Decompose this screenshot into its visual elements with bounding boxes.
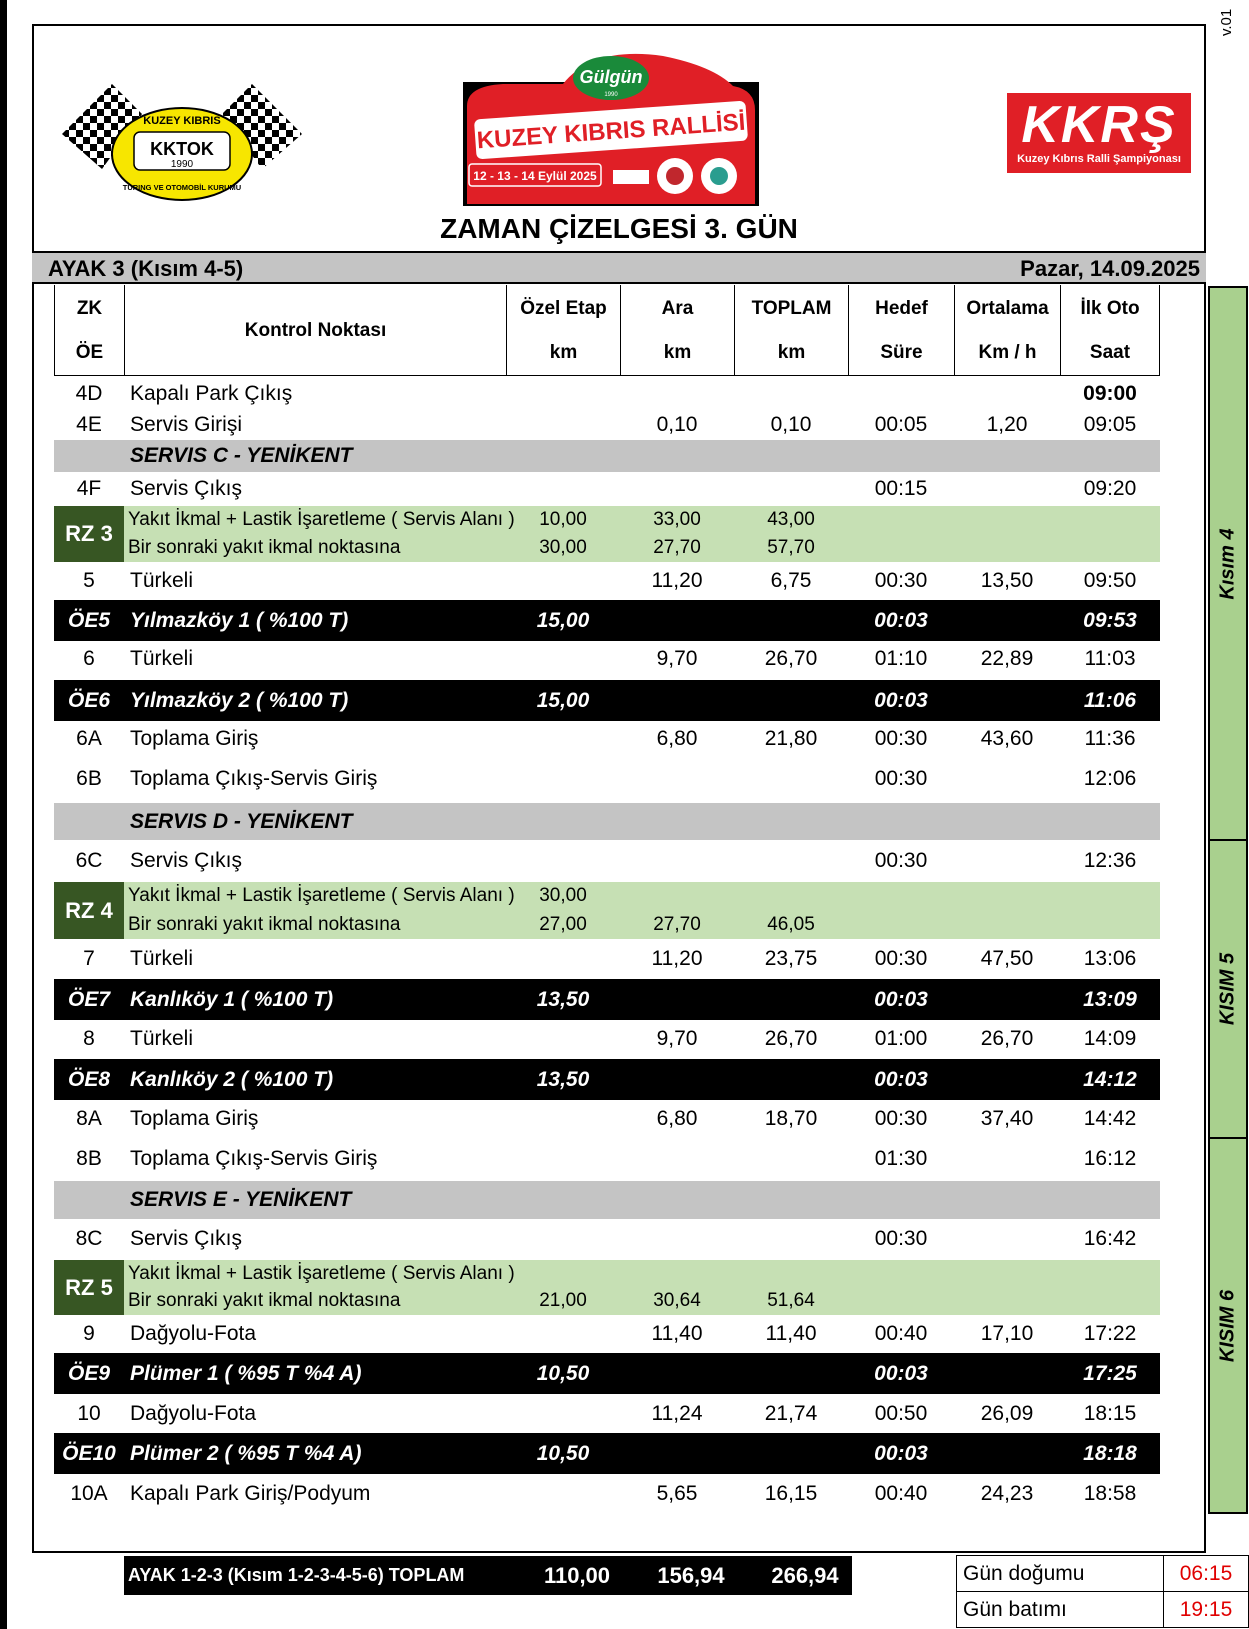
table-row — [54, 724, 1160, 754]
sunset-box — [956, 1591, 1249, 1628]
row-ortalama: 24,23 — [980, 1482, 1034, 1505]
totals-label: AYAK 1-2-3 (Kısım 1-2-3-4-5-6) TOPLAM — [128, 1565, 465, 1585]
refuel-line-toplam: 46,05 — [767, 914, 815, 935]
row-zk: 4D — [75, 382, 103, 405]
stage-hedef: 00:03 — [874, 608, 928, 632]
stage-hedef: 00:03 — [874, 688, 928, 712]
header-ozel-line1: Özel Etap — [520, 298, 607, 319]
refuel-line-toplam: 43,00 — [767, 509, 815, 530]
table-row — [54, 379, 1160, 409]
row-toplam: 18,70 — [764, 1107, 818, 1130]
special-stage-row — [54, 1059, 1160, 1100]
kktok-top-text: KUZEY KIBRIS — [143, 115, 221, 127]
header-ara — [620, 285, 734, 376]
row-toplam: 16,15 — [764, 1482, 818, 1505]
section-kisim-4-label: Kısım 4 — [1216, 527, 1239, 600]
section-kisim-5-label: KISIM 5 — [1216, 952, 1239, 1026]
refuel-line-name: Yakıt İkmal + Lastik İşaretleme ( Servis Alanı ) — [128, 885, 515, 906]
header-ortalama-line2: Km / h — [978, 342, 1037, 363]
leg-header-bar — [32, 251, 1206, 284]
row-toplam: 23,75 — [764, 947, 818, 970]
header-zk-line2: ÖE — [75, 342, 104, 363]
row-zk: 6B — [76, 767, 102, 790]
table-row — [54, 1024, 1160, 1054]
row-ara: 6,80 — [656, 1107, 698, 1130]
refuel-zone-badge: RZ 4 — [54, 882, 124, 939]
refuel-zone-badge: RZ 5 — [54, 1260, 124, 1315]
leg-label: AYAK 3 (Kısım 4-5) — [48, 256, 244, 281]
row-toplam: 26,70 — [764, 647, 818, 670]
table-row — [54, 764, 1160, 794]
row-ortalama: 26,09 — [980, 1402, 1034, 1425]
header-zk-line1: ZK — [76, 298, 103, 319]
refuel-line-name: Bir sonraki yakıt ikmal noktasına — [128, 537, 401, 558]
row-name: Servis Çıkış — [130, 849, 243, 872]
row-ortalama: 37,40 — [980, 1107, 1034, 1130]
stage-hedef: 00:03 — [874, 1361, 928, 1385]
row-hedef: 00:15 — [874, 477, 928, 500]
table-row — [54, 1104, 1160, 1134]
table-row — [54, 410, 1160, 440]
row-toplam: 0,10 — [770, 413, 812, 436]
row-zk: 10A — [70, 1482, 108, 1505]
row-name: Toplama Çıkış-Servis Giriş — [130, 1147, 378, 1170]
row-ara: 5,65 — [656, 1482, 698, 1505]
row-name: Dağyolu-Fota — [130, 1402, 257, 1425]
stage-time: 17:25 — [1083, 1361, 1137, 1385]
row-toplam: 6,75 — [770, 569, 812, 592]
row-zk: 8C — [75, 1227, 103, 1250]
row-hedef: 01:10 — [874, 647, 928, 670]
row-zk: 5 — [83, 569, 95, 592]
stage-name: Yılmazköy 2 ( %100 T) — [130, 688, 349, 712]
header-ara-line2: km — [663, 342, 692, 363]
row-name: Türkeli — [130, 1027, 194, 1050]
row-name: Kapalı Park Giriş/Podyum — [130, 1482, 371, 1505]
kkrs-logo-text: KKRŞ — [1021, 96, 1177, 154]
stage-code: ÖE8 — [67, 1067, 111, 1091]
table-row — [54, 846, 1160, 876]
service-row — [54, 1181, 1160, 1219]
header-ilk-line2: Saat — [1089, 342, 1131, 363]
refuel-line-ozel: 27,00 — [539, 914, 587, 935]
row-zk: 7 — [83, 947, 95, 970]
sunrise-label: Gün doğumu — [963, 1561, 1085, 1585]
row-ortalama: 26,70 — [980, 1027, 1034, 1050]
row-hedef: 00:30 — [874, 569, 928, 592]
version-label: v.01 — [1218, 8, 1235, 36]
row-ortalama: 43,60 — [980, 727, 1034, 750]
row-zk: 6A — [76, 727, 102, 750]
row-toplam: 21,80 — [764, 727, 818, 750]
header-name-text: Kontrol Noktası — [244, 320, 387, 341]
row-time: 16:42 — [1083, 1227, 1137, 1250]
row-ortalama: 22,89 — [980, 647, 1034, 670]
row-zk: 8A — [76, 1107, 102, 1130]
stage-name: Yılmazköy 1 ( %100 T) — [130, 608, 349, 632]
refuel-line-ara: 27,70 — [653, 537, 701, 558]
table-row — [54, 1319, 1160, 1349]
row-ara: 9,70 — [656, 647, 698, 670]
row-hedef: 01:30 — [874, 1147, 928, 1170]
row-time: 09:50 — [1083, 569, 1137, 592]
row-name: Türkeli — [130, 569, 194, 592]
stage-name: Kanlıköy 2 ( %100 T) — [130, 1067, 334, 1091]
header-ozel-line2: km — [549, 342, 578, 363]
row-ara: 9,70 — [656, 1027, 698, 1050]
row-time: 11:36 — [1084, 727, 1136, 750]
special-stage-row — [54, 1433, 1160, 1474]
header-hedef-line2: Süre — [880, 342, 923, 363]
header-hedef — [848, 285, 954, 376]
row-zk: 6 — [83, 647, 95, 670]
row-hedef: 00:30 — [874, 1107, 928, 1130]
refuel-line-ara — [620, 882, 734, 910]
row-name: Servis Girişi — [130, 413, 243, 436]
row-ara: 11,24 — [651, 1402, 703, 1425]
refuel-line-toplam — [734, 1260, 848, 1288]
rally-brand: Gülgün — [579, 67, 643, 87]
refuel-line-ara: 27,70 — [653, 914, 701, 935]
table-row — [54, 1144, 1160, 1174]
stage-time: 11:06 — [1083, 688, 1137, 712]
section-kisim-4 — [1208, 286, 1248, 841]
table-row — [54, 644, 1160, 674]
row-ara: 6,80 — [656, 727, 698, 750]
rally-logo — [463, 46, 759, 206]
row-time: 09:00 — [1083, 382, 1137, 405]
row-time: 12:36 — [1083, 849, 1137, 872]
stage-name: Kanlıköy 1 ( %100 T) — [130, 987, 334, 1011]
kkrs-logo — [1007, 93, 1191, 173]
row-zk: 4E — [76, 413, 102, 436]
row-zk: 8B — [76, 1147, 102, 1170]
refuel-zone-badge: RZ 3 — [54, 506, 124, 562]
service-name: SERVIS C - YENİKENT — [130, 444, 353, 467]
refuel-line-toplam: 57,70 — [767, 537, 815, 558]
header-toplam-line2: km — [777, 342, 806, 363]
header-zk — [54, 285, 124, 376]
rally-brand-year: 1990 — [604, 92, 618, 98]
refuel-line-ozel: 10,00 — [539, 509, 587, 530]
row-ara: 0,10 — [656, 413, 698, 436]
stage-code: ÖE6 — [67, 688, 111, 712]
section-kisim-5 — [1208, 839, 1248, 1139]
refuel-line-name: Yakıt İkmal + Lastik İşaretleme ( Servis Alanı ) — [128, 1263, 515, 1284]
row-ara: 11,20 — [651, 569, 703, 592]
refuel-line-name: Yakıt İkmal + Lastik İşaretleme ( Servis Alanı ) — [128, 509, 515, 530]
refuel-line-ozel: 21,00 — [539, 1290, 587, 1311]
row-ara: 11,20 — [651, 947, 703, 970]
leg-date: Pazar, 14.09.2025 — [1020, 256, 1200, 281]
stage-km: 10,50 — [536, 1361, 590, 1385]
table-row — [54, 474, 1160, 504]
stage-code: ÖE5 — [67, 608, 111, 632]
sunrise-time: 06:15 — [1179, 1561, 1233, 1585]
row-zk: 10 — [77, 1402, 101, 1425]
special-stage-row — [54, 600, 1160, 641]
service-row — [54, 440, 1160, 472]
refuel-zone-row — [54, 882, 1160, 939]
header-ortalama — [954, 285, 1060, 376]
row-time: 12:06 — [1083, 767, 1137, 790]
kktok-year: 1990 — [170, 159, 194, 170]
header-ozel — [506, 285, 620, 376]
kktok-logo — [62, 74, 302, 204]
refuel-line-ara — [620, 1260, 734, 1288]
row-name: Toplama Giriş — [130, 1107, 259, 1130]
sunset-label: Gün batımı — [963, 1597, 1067, 1621]
refuel-zone-row — [54, 1260, 1160, 1315]
row-name: Türkeli — [130, 947, 194, 970]
header-ilk-line1: İlk Oto — [1080, 298, 1140, 319]
refuel-line-toplam — [734, 882, 848, 910]
row-ortalama: 17,10 — [980, 1322, 1034, 1345]
row-name: Dağyolu-Fota — [130, 1322, 257, 1345]
header-toplam — [734, 285, 848, 376]
table-row — [54, 1399, 1160, 1429]
header-ilk — [1060, 285, 1160, 376]
row-name: Toplama Çıkış-Servis Giriş — [130, 767, 378, 790]
row-zk: 6C — [75, 849, 103, 872]
row-time: 16:12 — [1083, 1147, 1137, 1170]
section-kisim-6 — [1208, 1137, 1248, 1514]
row-time: 11:03 — [1084, 647, 1136, 670]
row-zk: 4F — [76, 477, 102, 500]
refuel-line-ara: 33,00 — [653, 509, 701, 530]
table-row — [54, 944, 1160, 974]
table-row — [54, 566, 1160, 596]
stage-name: Plümer 2 ( %95 T %4 A) — [130, 1441, 362, 1465]
rally-dates: 12 - 13 - 14 Eylül 2025 — [473, 169, 597, 183]
section-kisim-6-label: KISIM 6 — [1216, 1289, 1239, 1362]
row-hedef: 00:40 — [874, 1322, 928, 1345]
service-row — [54, 803, 1160, 840]
row-time: 14:09 — [1083, 1027, 1137, 1050]
stage-hedef: 00:03 — [874, 987, 928, 1011]
stage-km: 15,00 — [536, 608, 590, 632]
row-time: 14:42 — [1083, 1107, 1137, 1130]
row-ara: 11,40 — [651, 1322, 703, 1345]
stage-time: 14:12 — [1083, 1067, 1137, 1091]
row-hedef: 00:50 — [874, 1402, 928, 1425]
left-edge-bar — [0, 0, 7, 1629]
table-row — [54, 1479, 1160, 1509]
stage-time: 18:18 — [1083, 1441, 1137, 1465]
header-name — [124, 285, 506, 376]
stage-time: 13:09 — [1083, 987, 1137, 1011]
row-hedef: 01:00 — [874, 1027, 928, 1050]
stage-name: Plümer 1 ( %95 T %4 A) — [130, 1361, 362, 1385]
totals-toplam: 266,94 — [771, 1562, 839, 1588]
service-name: SERVIS E - YENİKENT — [130, 1188, 352, 1211]
stage-km: 15,00 — [536, 688, 590, 712]
stage-code: ÖE10 — [62, 1441, 116, 1465]
sunrise-box — [956, 1555, 1249, 1592]
row-toplam: 21,74 — [764, 1402, 818, 1425]
row-ortalama: 13,50 — [980, 569, 1034, 592]
refuel-line-name: Bir sonraki yakıt ikmal noktasına — [128, 914, 401, 935]
row-name: Türkeli — [130, 647, 194, 670]
refuel-line-name: Bir sonraki yakıt ikmal noktasına — [128, 1290, 401, 1311]
header-hedef-line1: Hedef — [875, 298, 928, 319]
table-row — [54, 1224, 1160, 1254]
rally-name: KUZEY KIBRIS RALLİSİ — [476, 108, 747, 155]
header-toplam-line1: TOPLAM — [751, 298, 832, 319]
row-toplam: 26,70 — [764, 1027, 818, 1050]
service-name: SERVIS D - YENİKENT — [130, 809, 353, 833]
row-time: 09:20 — [1083, 477, 1137, 500]
row-hedef: 00:30 — [874, 767, 928, 790]
row-hedef: 00:40 — [874, 1482, 928, 1505]
row-name: Kapalı Park Çıkış — [130, 382, 293, 405]
row-toplam: 11,40 — [765, 1322, 817, 1345]
totals-ozel: 110,00 — [543, 1562, 611, 1588]
row-hedef: 00:30 — [874, 947, 928, 970]
row-name: Servis Çıkış — [130, 1227, 243, 1250]
page-title: ZAMAN ÇİZELGESİ 3. GÜN — [440, 213, 798, 244]
row-time: 17:22 — [1083, 1322, 1137, 1345]
special-stage-row — [54, 1353, 1160, 1394]
refuel-zone-row — [54, 506, 1160, 562]
special-stage-row — [54, 979, 1160, 1020]
header-ara-line1: Ara — [661, 298, 694, 319]
stage-hedef: 00:03 — [874, 1067, 928, 1091]
row-time: 09:05 — [1083, 413, 1137, 436]
row-zk: 9 — [83, 1322, 95, 1345]
refuel-line-ara: 30,64 — [653, 1290, 701, 1311]
row-name: Servis Çıkış — [130, 477, 243, 500]
row-hedef: 00:05 — [874, 413, 928, 436]
refuel-line-ozel: 30,00 — [539, 537, 587, 558]
special-stage-row — [54, 680, 1160, 721]
refuel-line-toplam: 51,64 — [767, 1290, 815, 1311]
kktok-bottom-text: TURING VE OTOMOBİL KURUMU — [122, 183, 242, 192]
row-hedef: 00:30 — [874, 727, 928, 750]
header-ortalama-line1: Ortalama — [966, 298, 1049, 319]
kktok-center-text: KKTOK — [150, 139, 214, 159]
row-time: 13:06 — [1083, 947, 1137, 970]
row-zk: 8 — [83, 1027, 95, 1050]
stage-hedef: 00:03 — [874, 1441, 928, 1465]
sunset-time: 19:15 — [1179, 1597, 1233, 1621]
stage-code: ÖE7 — [67, 987, 111, 1011]
stage-km: 13,50 — [536, 987, 590, 1011]
stage-time: 09:53 — [1083, 608, 1137, 632]
stage-code: ÖE9 — [67, 1361, 111, 1385]
totals-ara: 156,94 — [657, 1562, 725, 1588]
row-ortalama: 47,50 — [980, 947, 1034, 970]
kkrs-logo-subtitle: Kuzey Kıbrıs Ralli Şampiyonası — [1017, 153, 1181, 165]
stage-km: 13,50 — [536, 1067, 590, 1091]
stage-km: 10,50 — [536, 1441, 590, 1465]
row-time: 18:15 — [1083, 1402, 1137, 1425]
totals-bar — [124, 1556, 852, 1595]
refuel-line-ozel — [506, 1260, 620, 1288]
row-time: 18:58 — [1083, 1482, 1137, 1505]
row-hedef: 00:30 — [874, 1227, 928, 1250]
row-name: Toplama Giriş — [130, 727, 259, 750]
row-ortalama: 1,20 — [986, 413, 1028, 436]
row-hedef: 00:30 — [874, 849, 928, 872]
refuel-line-ozel: 30,00 — [539, 885, 587, 906]
